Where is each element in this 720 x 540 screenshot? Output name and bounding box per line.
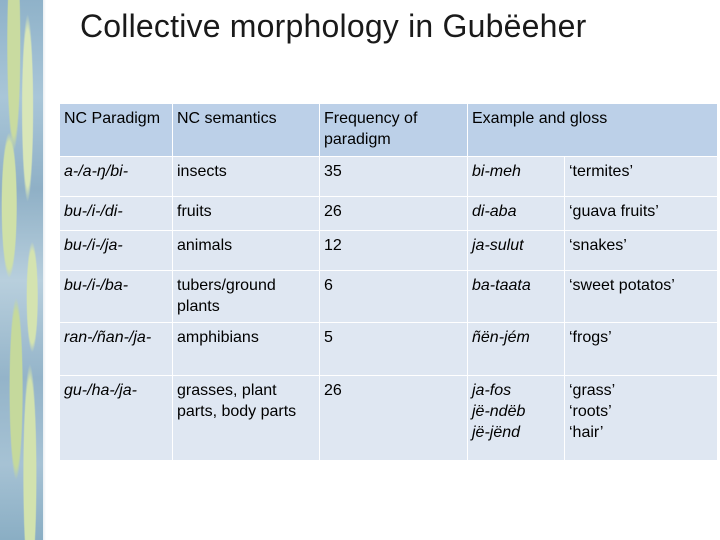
cell-frequency: 12 [320, 231, 468, 271]
cell-example: ja-sulut [468, 231, 565, 271]
cell-semantics: animals [173, 231, 320, 271]
slide-title: Collective morphology in Gubëeher [80, 8, 587, 44]
cell-paradigm: bu-/i-/di- [60, 197, 173, 231]
cell-example: bi-meh [468, 157, 565, 197]
header-example-gloss: Example and gloss [468, 104, 718, 157]
decorative-sidebar [0, 0, 46, 540]
cell-frequency: 35 [320, 157, 468, 197]
table-header-row [60, 104, 718, 157]
cell-gloss: ‘frogs’ [565, 323, 718, 376]
cell-example [468, 376, 565, 461]
header-semantics: NC semantics [173, 104, 320, 157]
cell-semantics: amphibians [173, 323, 320, 376]
header-paradigm: NC Paradigm [60, 104, 173, 157]
table-row [60, 323, 718, 376]
table-row [60, 157, 718, 197]
example-line: jë-jënd [472, 424, 521, 441]
cell-semantics: fruits [173, 197, 320, 231]
table-row [60, 271, 718, 323]
gloss-line: ‘roots’ [569, 403, 612, 420]
morphology-table [59, 103, 718, 461]
cell-paradigm: a-/a-ŋ/bi- [60, 157, 173, 197]
table-row [60, 231, 718, 271]
cell-gloss: ‘guava fruits’ [565, 197, 718, 231]
cell-gloss: ‘sweet potatos’ [565, 271, 718, 323]
cell-paradigm: bu-/i-/ja- [60, 231, 173, 271]
example-line: jë-ndëb [472, 403, 526, 420]
gloss-line: ‘grass’ [569, 382, 616, 399]
cell-frequency: 26 [320, 376, 468, 461]
cell-semantics: insects [173, 157, 320, 197]
cell-semantics: grasses, plant parts, body parts [173, 376, 320, 461]
cell-example: di-aba [468, 197, 565, 231]
cell-frequency: 6 [320, 271, 468, 323]
cell-paradigm: bu-/i-/ba- [60, 271, 173, 323]
cell-gloss: ‘termites’ [565, 157, 718, 197]
cell-gloss: ‘snakes’ [565, 231, 718, 271]
cell-gloss [565, 376, 718, 461]
table-row [60, 197, 718, 231]
cell-frequency: 5 [320, 323, 468, 376]
table-row [60, 376, 718, 461]
cell-paradigm: ran-/ñan-/ja- [60, 323, 173, 376]
gloss-line: ‘hair’ [569, 424, 604, 441]
cell-frequency: 26 [320, 197, 468, 231]
cell-semantics: tubers/ground plants [173, 271, 320, 323]
cell-example: ba-taata [468, 271, 565, 323]
cell-example: ñën-jém [468, 323, 565, 376]
cell-paradigm: gu-/ha-/ja- [60, 376, 173, 461]
example-line: ja-fos [472, 382, 512, 399]
header-frequency: Frequency of paradigm [320, 104, 468, 157]
